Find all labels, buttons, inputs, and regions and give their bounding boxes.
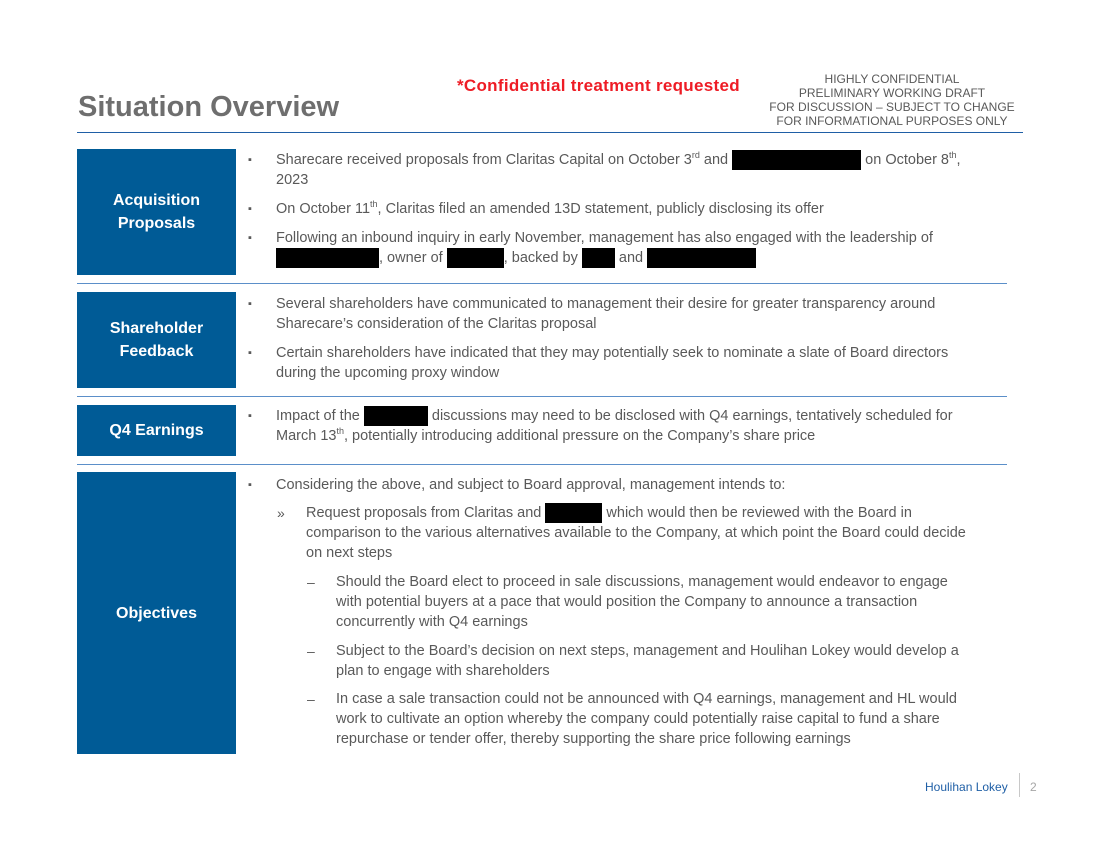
section-label-line: Shareholder [109, 320, 204, 337]
sub-bullet-continuation: comparison to the various alternatives available to the Company, at which point the Board could decide [306, 525, 966, 541]
dash-marker: – [307, 691, 315, 707]
dash-item-continuation: plan to engage with shareholders [336, 663, 550, 679]
bullet-continuation: , owner of , backed by and [276, 248, 756, 268]
bullet-continuation: Sharecare’s consideration of the Claritas proposal [276, 316, 597, 332]
section-label-line: Feedback [119, 343, 194, 360]
dash-item-continuation: work to cultivate an option whereby the company could potentially raise capital to fund a share [336, 711, 940, 727]
bullet-continuation: March 13th, potentially introducing additional pressure on the Company’s share price [276, 426, 816, 444]
footer-divider [1019, 773, 1020, 797]
bullet-item: ▪ Impact of the discussions may need to be disclosed with Q4 earnings, tentatively scheduled for [276, 406, 953, 426]
redaction-block [582, 248, 615, 268]
section-label-objectives [77, 472, 236, 754]
redaction-block [364, 406, 428, 426]
dash-item: In case a sale transaction could not be announced with Q4 earnings, management and HL would [336, 691, 957, 707]
confidential-note: *Confidential treatment requested [457, 76, 740, 95]
dash-marker: – [307, 574, 315, 590]
bullet-item: ▪ Several shareholders have communicated to management their desire for greater transparency around [276, 294, 935, 314]
section-label-acquisition-proposals [77, 149, 236, 275]
dash-item: Subject to the Board’s decision on next steps, management and Houlihan Lokey would develop a [336, 643, 959, 659]
page-number: 2 [1030, 780, 1037, 794]
page-title: Situation Overview [78, 91, 340, 123]
section-label-line: Q4 Earnings [109, 422, 204, 439]
stamp-line: FOR DISCUSSION – SUBJECT TO CHANGE [769, 100, 1015, 114]
dash-marker: – [307, 643, 315, 659]
sub-bullet-marker: » [277, 505, 285, 521]
bullet-item: ▪ Considering the above, and subject to Board approval, management intends to: [276, 475, 785, 495]
dash-item-continuation: concurrently with Q4 earnings [336, 614, 528, 630]
sub-bullet-continuation: on next steps [306, 545, 393, 561]
bullet-item: ▪ Certain shareholders have indicated that they may potentially seek to nominate a slate of Board directors [276, 343, 948, 363]
redaction-block [647, 248, 756, 268]
bullet-item: ▪ Sharecare received proposals from Claritas Capital on October 3rd and on October 8th, [276, 150, 961, 170]
stamp-line: HIGHLY CONFIDENTIAL [824, 72, 960, 86]
section-divider [77, 283, 1007, 284]
bullet-continuation: during the upcoming proxy window [276, 365, 500, 381]
sub-bullet-item: Request proposals from Claritas and which would then be reviewed with the Board in [306, 505, 912, 521]
section-label-q4-earnings [77, 405, 236, 456]
section-label-shareholder-feedback [77, 292, 236, 388]
section-divider [77, 464, 1007, 465]
stamp-line: PRELIMINARY WORKING DRAFT [798, 86, 986, 100]
redaction-block [447, 248, 504, 268]
bullet-continuation: 2023 [276, 172, 309, 188]
section-label-line: Objectives [116, 604, 197, 622]
footer-brand: Houlihan Lokey [925, 780, 1008, 794]
redaction-block [276, 248, 379, 268]
section-label-line: Acquisition [112, 192, 201, 209]
redaction-block [545, 503, 602, 523]
redaction-block [732, 150, 861, 170]
dash-item: Should the Board elect to proceed in sale discussions, management would endeavor to engage [336, 574, 948, 590]
section-divider [77, 396, 1007, 397]
dash-item-continuation: repurchase or tender offer, thereby supporting the share price following earnings [336, 731, 851, 747]
bullet-item: ▪ On October 11th, Claritas filed an amended 13D statement, publicly disclosing its offer [276, 199, 824, 219]
title-divider [77, 132, 1023, 133]
stamp-line: FOR INFORMATIONAL PURPOSES ONLY [776, 114, 1008, 128]
dash-item-continuation: with potential buyers at a pace that would position the Company to announce a transaction [336, 594, 918, 610]
section-label-line: Proposals [117, 215, 196, 232]
bullet-item: ▪ Following an inbound inquiry in early November, management has also engaged with the leadership of [276, 228, 933, 248]
confidentiality-stamp [758, 72, 1026, 128]
